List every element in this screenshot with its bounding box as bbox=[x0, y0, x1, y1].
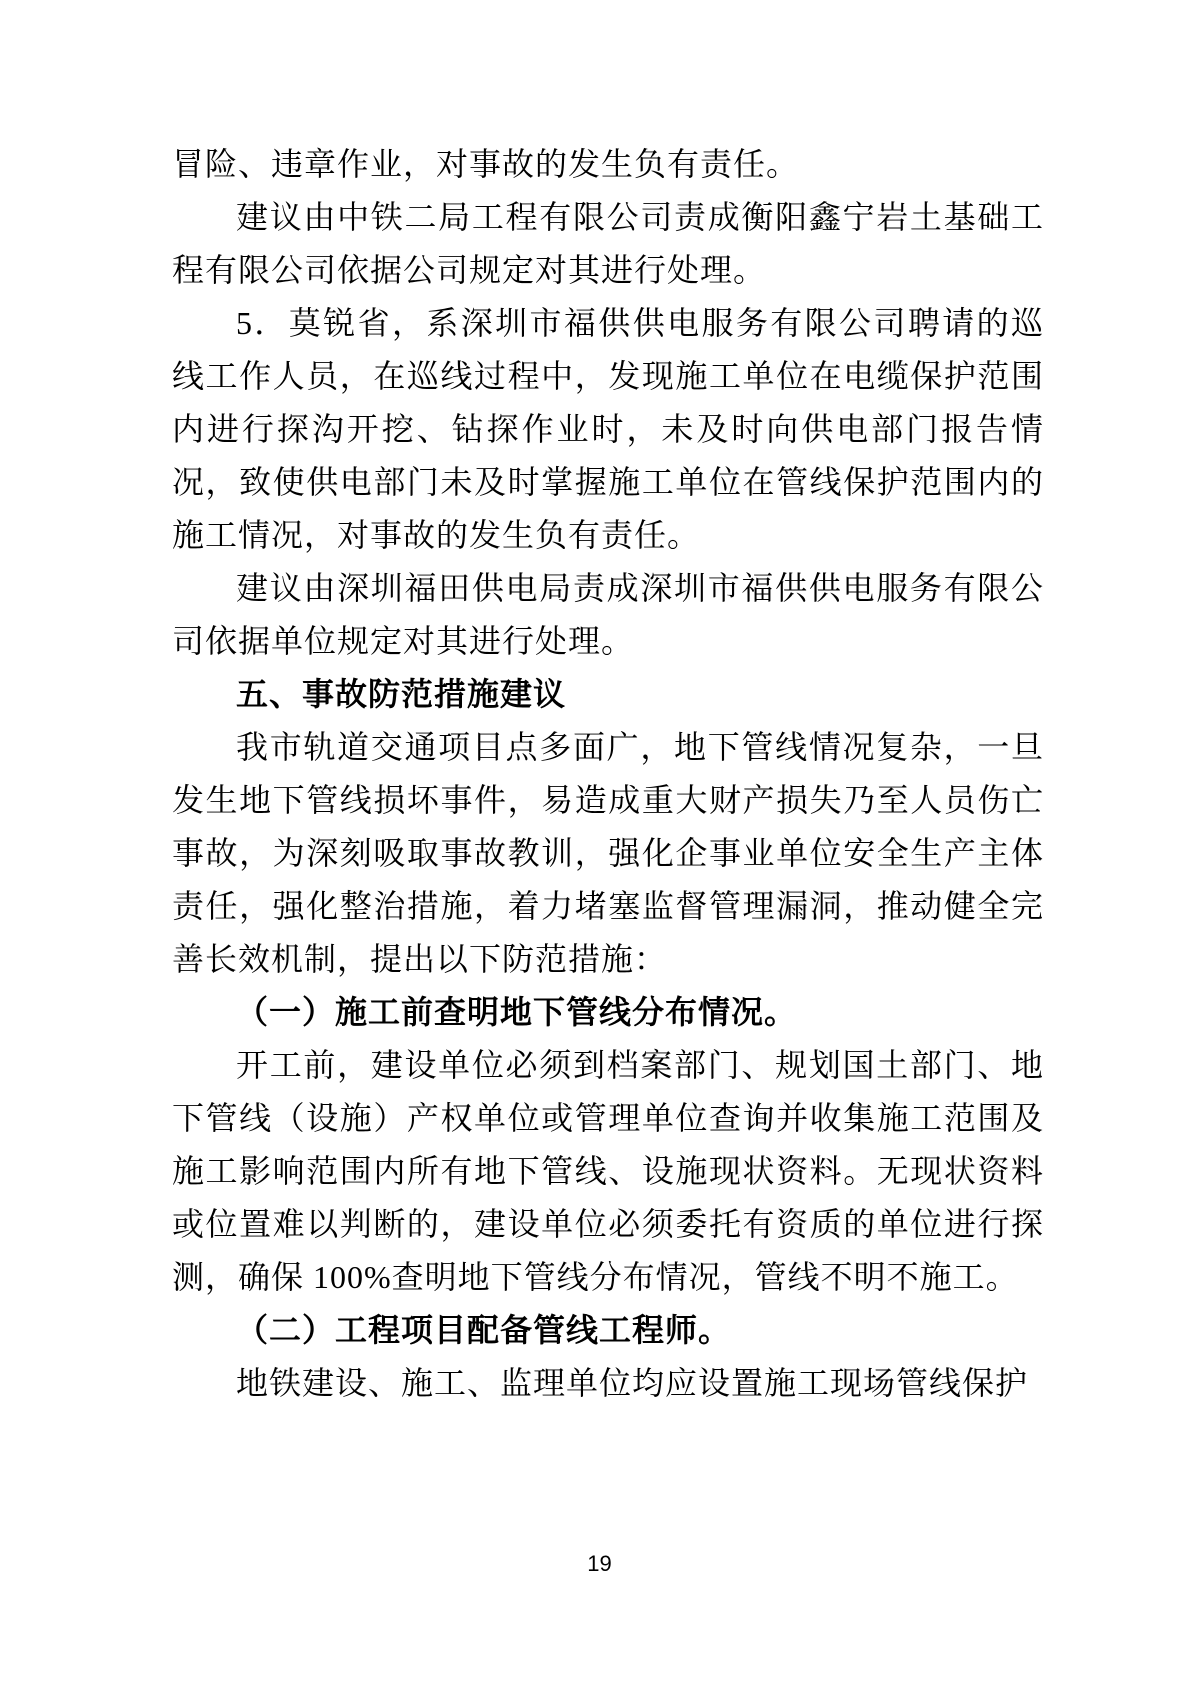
paragraph-continuation: 冒险、违章作业，对事故的发生负有责任。 bbox=[172, 146, 800, 182]
paragraph-recommendation-futian: 建议由深圳福田供电局责成深圳市福供供电服务有限公司依据单位规定对其进行处理。 bbox=[172, 570, 1044, 659]
subsection-heading-survey-pipelines: （一）施工前查明地下管线分布情况。 bbox=[236, 994, 798, 1030]
page-number: 19 bbox=[587, 1551, 612, 1576]
section-heading-prevention-measures: 五、事故防范措施建议 bbox=[236, 676, 567, 712]
paragraph-survey-requirements: 开工前，建设单位必须到档案部门、规划国土部门、地下管线（设施）产权单位或管理单位查询并收集施工范围及施工影响范围内所有地下管线、设施现状资料。无现状资料或位置难以判断的，建设单位必须委托有资质的单位进行探测，确保 100%查明地下管线分布情况，管线不明不施工。 bbox=[172, 1047, 1044, 1295]
subsection-heading-pipeline-engineer: （二）工程项目配备管线工程师。 bbox=[236, 1312, 732, 1348]
paragraph-prevention-intro: 我市轨道交通项目点多面广，地下管线情况复杂，一旦发生地下管线损坏事件，易造成重大财产损失乃至人员伤亡事故，为深刻吸取事故教训，强化企事业单位安全生产主体责任，强化整治措施，着力堵塞监督管理漏洞，推动健全完善长效机制，提出以下防范措施： bbox=[172, 729, 1044, 977]
paragraph-person-5-responsibility: 5．莫锐省，系深圳市福供供电服务有限公司聘请的巡线工作人员，在巡线过程中，发现施工单位在电缆保护范围内进行探沟开挖、钻探作业时，未及时向供电部门报告情况，致使供电部门未及时掌握施工单位在管线保护范围内的施工情况，对事故的发生负有责任。 bbox=[172, 305, 1044, 553]
document-body bbox=[172, 138, 1044, 1410]
paragraph-pipeline-engineer-start: 地铁建设、施工、监理单位均应设置施工现场管线保护 bbox=[236, 1365, 1029, 1401]
paragraph-recommendation-zhongtie: 建议由中铁二局工程有限公司责成衡阳鑫宁岩土基础工程有限公司依据公司规定对其进行处理。 bbox=[172, 199, 1044, 288]
